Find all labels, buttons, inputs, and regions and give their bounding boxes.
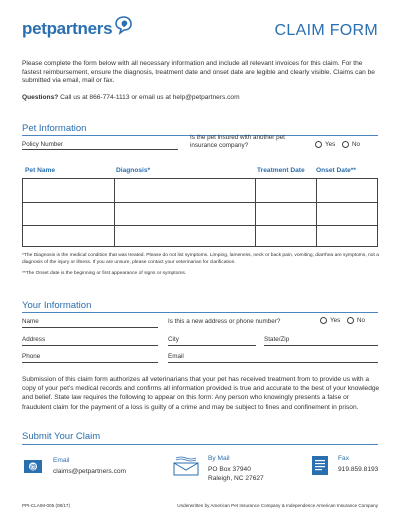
email-label: Email — [168, 353, 184, 360]
table-col-divider — [114, 179, 115, 246]
mail-icon — [172, 455, 200, 477]
table-col-divider — [316, 179, 317, 246]
authorization-text: Submission of this claim form authorizes all veterinarians that your pet has received treatment from to provide us with a copy of your pet’s medical records and confirms all information provided is true and accurate to the best of your knowledge and belief. State law requires the following to appear on this form: Any person who knowingly presents a false or fraudulent claim for the payment of a loss is guilty of a crime and may be subject to fines and confinement in prison. — [22, 376, 380, 411]
speech-bubble-paw-icon — [113, 15, 133, 35]
mail-address-line1: PO Box 37940 — [208, 466, 251, 473]
new-address-no-label: No — [357, 317, 366, 324]
policy-number-field[interactable] — [22, 149, 178, 150]
submit-title: Submit Your Claim — [22, 431, 101, 442]
col-onset-date: Onset Date** — [316, 167, 356, 174]
mail-address-line2: Raleigh, NC 27627 — [208, 475, 264, 482]
your-info-title: Your Information — [22, 300, 92, 311]
phone-label: Phone — [22, 353, 41, 360]
new-address-yes-option[interactable] — [320, 317, 340, 324]
questions-line — [22, 94, 240, 101]
new-address-yes-label: Yes — [330, 317, 341, 324]
your-info-divider — [22, 312, 378, 313]
fax-icon — [309, 453, 331, 477]
col-pet-name: Pet Name — [25, 167, 56, 174]
underwriter-text: Underwritten by American Pet Insurance Company & Independence American Insurance Company — [177, 503, 378, 508]
state-zip-field[interactable] — [264, 345, 378, 346]
insured-no-radio[interactable] — [342, 141, 349, 148]
pet-info-title: Pet Information — [22, 123, 87, 134]
email-contact-label: Email — [53, 457, 70, 464]
insured-no-option[interactable] — [342, 141, 360, 148]
col-treatment-date: Treatment Date — [257, 167, 305, 174]
col-diagnosis: Diagnosis* — [116, 167, 151, 174]
logo-text: petpartners — [22, 19, 113, 38]
insured-question: Is the pet insured with another pet insurance company? — [190, 134, 285, 149]
onset-note: **The Onset date is the beginning or first appearance of signs or symptoms. — [22, 271, 187, 276]
fax-contact-value: 919.859.8193 — [338, 466, 379, 473]
insured-yes-label: Yes — [325, 141, 336, 148]
name-field[interactable] — [22, 327, 158, 328]
address-label: Address — [22, 336, 46, 343]
new-address-question: Is this a new address or phone number? — [168, 318, 281, 325]
table-col-divider — [255, 179, 256, 246]
email-field[interactable] — [168, 362, 378, 363]
new-address-no-radio[interactable] — [347, 317, 354, 324]
city-field[interactable] — [168, 345, 256, 346]
petpartners-logo — [22, 18, 133, 40]
diagnosis-note: *The Diagnosis is the medical condition that was treated. Please do not list symptoms. Limping, lameness, neck or back pain, vomiting, diarrhea are symptoms, not a diagnosis of the injury or illness. If you are unsure, please contact your veterinarian for clarification. — [22, 253, 379, 265]
page-title: CLAIM FORM — [274, 22, 378, 39]
new-address-yes-radio[interactable] — [320, 317, 327, 324]
table-row-divider — [23, 225, 377, 226]
name-label: Name — [22, 318, 39, 325]
new-address-no-option[interactable] — [347, 317, 365, 324]
state-zip-label: State/Zip — [264, 336, 290, 343]
insured-yes-option[interactable] — [315, 141, 335, 148]
insured-yes-radio[interactable] — [315, 141, 322, 148]
questions-label: Questions? — [22, 94, 59, 101]
svg-text:@: @ — [29, 464, 37, 471]
address-field[interactable] — [22, 345, 158, 346]
policy-number-label: Policy Number — [22, 141, 63, 148]
email-icon — [22, 455, 44, 477]
mail-contact-label: By Mail — [208, 455, 230, 462]
table-row-divider — [23, 202, 377, 203]
form-id: PPI-CLAIM-005 (08/17) — [22, 503, 70, 508]
pet-claims-table — [22, 178, 378, 247]
questions-contact: Call us at 866-774-1113 or email us at help@petpartners.com — [58, 94, 240, 101]
intro-text: Please complete the form below with all necessary information and include all relevant invoices for this claim. For the fastest reimbursement, ensure the diagnosis, treatment date and onset date are legible and clearly visible. Claims can be submitted via email, mail or fax. — [22, 60, 375, 85]
email-contact-value[interactable]: claims@petpartners.com — [53, 468, 127, 475]
fax-contact-label: Fax — [338, 455, 349, 462]
insured-no-label: No — [352, 141, 361, 148]
submit-divider — [22, 444, 378, 445]
phone-field[interactable] — [22, 362, 158, 363]
city-label: City — [168, 336, 179, 343]
